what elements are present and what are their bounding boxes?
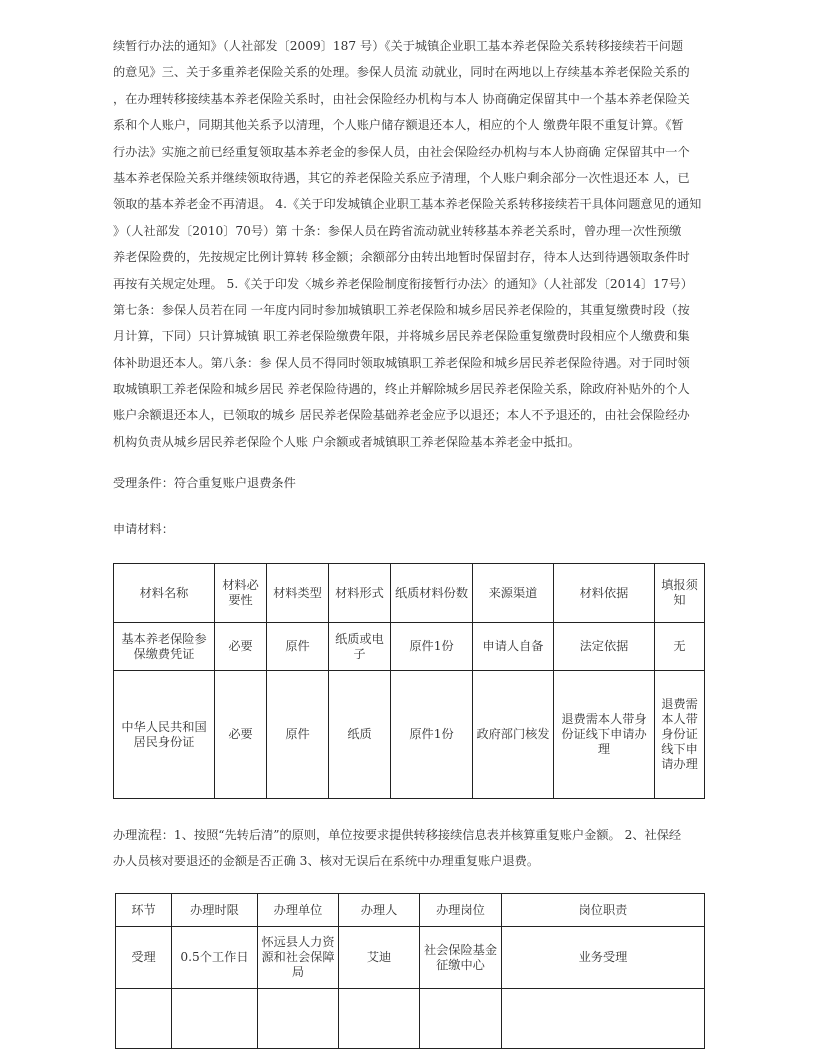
header-cell: 办理单位	[258, 894, 339, 927]
process-table	[115, 893, 705, 1049]
header-cell: 办理人	[339, 894, 420, 927]
header-cell: 来源渠道	[473, 564, 554, 623]
table-cell	[420, 989, 502, 1049]
text-line: 基本养老保险关系并继续领取待遇，其它的养老保险关系应予清理，个人账户剩余部分一次性退还本 人，已	[113, 170, 690, 185]
table-cell	[258, 989, 339, 1049]
table-cell: 原件	[267, 671, 329, 799]
text-line: 第七条：参保人员若在同 一年度内同时参加城镇职工养老保险和城乡居民养老保险的，其重复缴费时段（按	[113, 302, 690, 317]
table-cell: 原件1份	[391, 671, 473, 799]
text-line: 取城镇职工养老保险和城乡居民 养老保险待遇的，终止并解除城乡居民养老保险关系，除政府补贴外的个人	[113, 382, 690, 397]
header-cell: 材料类型	[267, 564, 329, 623]
table-cell	[172, 989, 258, 1049]
text-line: 的意见》三、关于多重养老保险关系的处理。参保人员流 动就业，同时在两地以上存续基本养老保险关系的	[113, 65, 690, 80]
header-cell: 岗位职责	[502, 894, 705, 927]
table-row	[114, 671, 705, 799]
header-cell: 环节	[116, 894, 172, 927]
text-line: 行办法》实施之前已经重复领取基本养老金的参保人员，由社会保险经办机构与本人协商确 定保留其中一个	[113, 144, 690, 159]
table-cell: 无	[655, 623, 705, 671]
text-line: 领取的基本养老金不再清退。 4.《关于印发城镇企业职工基本养老保险关系转移接续若干具体问题意见的通知	[113, 197, 702, 212]
materials-table	[113, 563, 705, 799]
header-cell: 办理时限	[172, 894, 258, 927]
table-cell: 社会保险基金征缴中心	[420, 927, 502, 989]
table-cell: 原件1份	[391, 623, 473, 671]
text-line: 月计算，下同）只计算城镇 职工养老保险缴费年限，并将城乡居民养老保险重复缴费时段相应个人缴费和集	[113, 329, 690, 344]
table-cell	[116, 989, 172, 1049]
table-cell: 必要	[215, 671, 267, 799]
table-cell: 政府部门核发	[473, 671, 554, 799]
table-cell: 中华人民共和国居民身份证	[114, 671, 215, 799]
text-line: 账户余额退还本人，已领取的城乡 居民养老保险基础养老金应予以退还；本人不予退还的，由社会保险经办	[113, 408, 690, 423]
table-cell: 纸质或电子	[329, 623, 391, 671]
table-cell: 0.5个工作日	[172, 927, 258, 989]
table-cell: 必要	[215, 623, 267, 671]
text-line: ，在办理转移接续基本养老保险关系时，由社会保险经办机构与本人 协商确定保留其中一个基本养老保险关	[113, 91, 690, 106]
text-line: 续暂行办法的通知》（人社部发〔2009〕187 号）《关于城镇企业职工基本养老保险关系转移接续若干问题	[113, 39, 684, 53]
text-line: 体补助退还本人。第八条：参 保人员不得同时领取城镇职工养老保险和城乡居民养老保险待遇。对于同时领	[113, 355, 690, 370]
text-line: 》（人社部发〔2010〕70号）第 十条：参保人员在跨省流动就业转移基本养老关系时，曾办理一次性预缴	[113, 223, 682, 238]
process-paragraph	[113, 822, 705, 875]
table-header-row	[116, 894, 705, 927]
acceptance-condition: 受理条件：符合重复账户退费条件	[113, 476, 296, 490]
table-cell: 业务受理	[502, 927, 705, 989]
table-cell: 怀远县人力资源和社会保障局	[258, 927, 339, 989]
table-cell: 纸质	[329, 671, 391, 799]
table-cell: 受理	[116, 927, 172, 989]
table-cell: 退费需本人带身份证线下申请办理	[655, 671, 705, 799]
table-cell: 原件	[267, 623, 329, 671]
text-line: 再按有关规定处理。 5.《关于印发〈城乡养老保险制度衔接暂行办法〉的通知》（人社部发〔2014〕17号）	[113, 276, 693, 291]
text-line: 系和个人账户，同期其他关系予以清理，个人账户储存额退还本人，相应的个人 缴费年限不重复计算。《暂	[113, 118, 684, 133]
intro-paragraph	[113, 33, 705, 455]
table-row	[116, 989, 705, 1049]
header-cell: 纸质材料份数	[391, 564, 473, 623]
header-cell: 办理岗位	[420, 894, 502, 927]
materials-label: 申请材料：	[113, 522, 174, 536]
text-line: 养老保险费的，先按规定比例计算转 移金额；余额部分由转出地暂时保留封存，待本人达到待遇领取条件时	[113, 250, 690, 265]
table-cell	[502, 989, 705, 1049]
table-cell: 退费需本人带身份证线下申请办理	[554, 671, 655, 799]
table-cell: 艾迪	[339, 927, 420, 989]
text-line: 办理流程：1、按照“先转后清”的原则，单位按要求提供转移接续信息表并核算重复账户金额。 2、社保经	[113, 828, 682, 842]
table-row	[116, 927, 705, 989]
table-header-row	[114, 564, 705, 623]
table-cell: 基本养老保险参保缴费凭证	[114, 623, 215, 671]
header-cell: 填报须知	[655, 564, 705, 623]
header-cell: 材料名称	[114, 564, 215, 623]
table-cell: 申请人自备	[473, 623, 554, 671]
header-cell: 材料依据	[554, 564, 655, 623]
header-cell: 材料必要性	[215, 564, 267, 623]
text-line: 办人员核对要退还的金额是否正确 3、核对无误后在系统中办理重复账户退费。	[113, 854, 540, 869]
table-cell	[339, 989, 420, 1049]
table-row	[114, 623, 705, 671]
text-line: 机构负责从城乡居民养老保险个人账 户余额或者城镇职工养老保险基本养老金中抵扣。	[113, 434, 580, 449]
header-cell: 材料形式	[329, 564, 391, 623]
table-cell: 法定依据	[554, 623, 655, 671]
